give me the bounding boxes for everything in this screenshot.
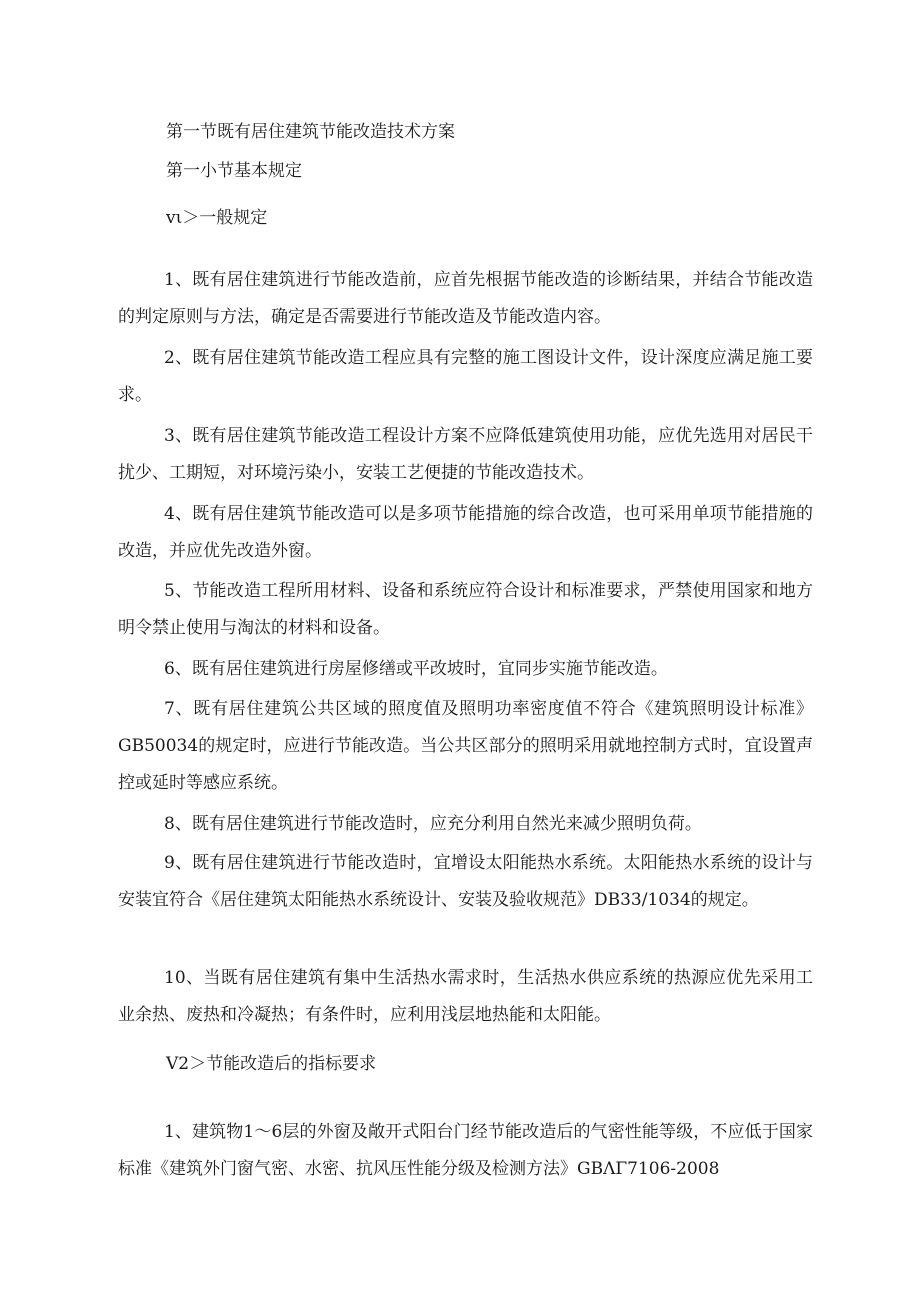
- requirement-1: 1、建筑物1～6层的外窗及敞开式阳台门经节能改造后的气密性能等级，不应低于国家标准《建筑外门窗气密、水密、抗风压性能分级及检测方法》GBΛΓ7106-2008: [118, 1122, 813, 1179]
- section-title: 第一节既有居住建筑节能改造技术方案: [166, 122, 455, 142]
- clause-3: 3、既有居住建筑节能改造工程设计方案不应降低建筑使用功能，应优先选用对居民干扰少、工期短，对环境污染小，安装工艺便捷的节能改造技术。: [118, 426, 813, 483]
- part1-heading: vι＞一般规定: [166, 208, 268, 228]
- clause-5: 5、节能改造工程所用材料、设备和系统应符合设计和标准要求，严禁使用国家和地方明令禁止使用与淘汰的材料和设备。: [118, 581, 813, 638]
- part2-heading: V2＞节能改造后的指标要求: [166, 1054, 377, 1074]
- clause-2: 2、既有居住建筑节能改造工程应具有完整的施工图设计文件，设计深度应满足施工要求。: [118, 348, 813, 405]
- clause-10: 10、当既有居住建筑有集中生活热水需求时，生活热水供应系统的热源应优先采用工业余热、废热和冷凝热；有条件时，应利用浅层地热能和太阳能。: [118, 968, 813, 1025]
- clause-6: 6、既有居住建筑进行房屋修缮或平改坡时，宜同步实施节能改造。: [164, 659, 668, 679]
- clause-8: 8、既有居住建筑进行节能改造时，应充分利用自然光来减少照明负荷。: [164, 814, 702, 834]
- clause-7: 7、既有居住建筑公共区域的照度值及照明功率密度值不符合《建筑照明设计标准》GB50034的规定时，应进行节能改造。当公共区部分的照明采用就地控制方式时，宜设置声控或延时等感应系统。: [118, 699, 813, 793]
- subsection-title: 第一小节基本规定: [166, 161, 302, 181]
- clause-4: 4、既有居住建筑节能改造可以是多项节能措施的综合改造，也可采用单项节能措施的改造，并应优先改造外窗。: [118, 504, 813, 561]
- clause-9: 9、既有居住建筑进行节能改造时，宜增设太阳能热水系统。太阳能热水系统的设计与安装宜符合《居住建筑太阳能热水系统设计、安装及验收规范》DB33/1034的规定。: [118, 853, 813, 910]
- clause-1: 1、既有居住建筑进行节能改造前，应首先根据节能改造的诊断结果，并结合节能改造的判定原则与方法，确定是否需要进行节能改造及节能改造内容。: [118, 270, 813, 327]
